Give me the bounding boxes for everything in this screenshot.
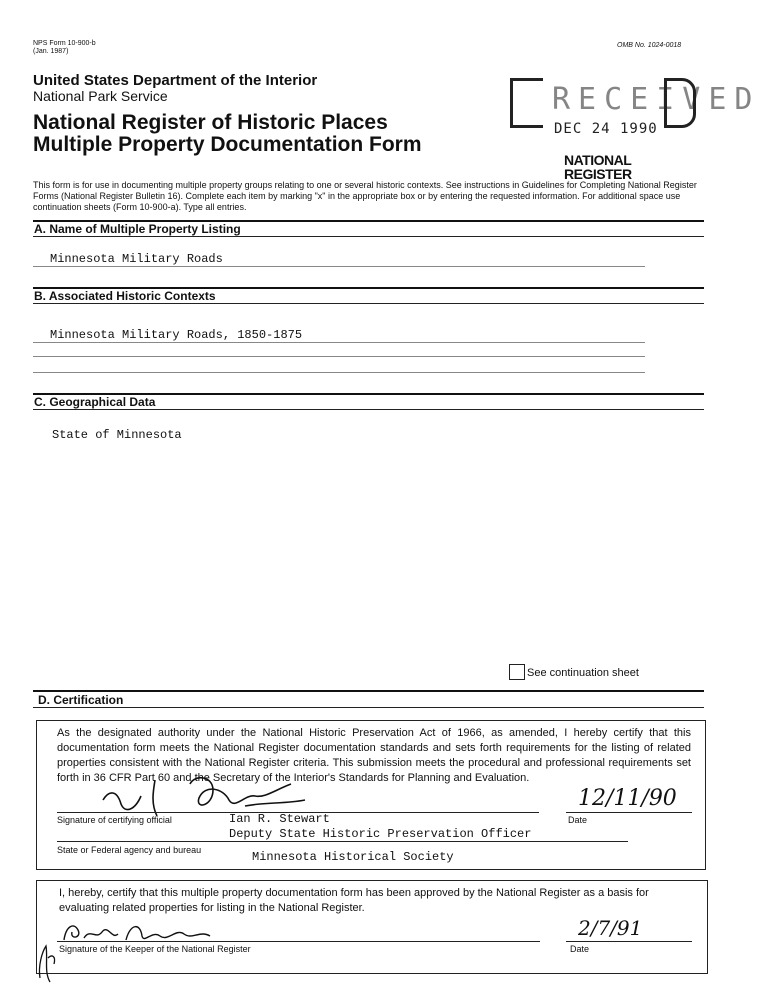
section-d-title: D. Certification xyxy=(38,693,124,707)
date-line xyxy=(566,812,692,813)
department-name: United States Department of the Interior xyxy=(33,72,318,89)
continuation-checkbox[interactable] xyxy=(509,664,525,680)
certification-signed-date: 12/11/90 xyxy=(578,786,677,811)
form-number: NPS Form 10-900-b xyxy=(33,40,96,47)
section-b-entry-line-3 xyxy=(33,372,645,373)
agency-line xyxy=(57,841,628,842)
section-b-bottom-rule xyxy=(33,303,704,304)
section-c-bottom-rule xyxy=(33,409,704,410)
property-listing-name: Minnesota Military Roads xyxy=(50,252,223,266)
geographical-data-value: State of Minnesota xyxy=(52,428,182,442)
section-d-top-rule xyxy=(33,690,704,692)
form-title-line2: Multiple Property Documentation Form xyxy=(33,133,422,156)
agency-label: State or Federal agency and bureau xyxy=(57,845,202,855)
historic-context-value: Minnesota Military Roads, 1850-1875 xyxy=(50,328,303,342)
continuation-label: See continuation sheet xyxy=(527,667,639,679)
omb-number: OMB No. 1024-0018 xyxy=(617,42,682,49)
keeper-label: Signature of the Keeper of the National Register xyxy=(59,944,251,954)
keeper-date-label: Date xyxy=(570,944,590,954)
stamp-office-line1: NATIONAL xyxy=(564,152,632,168)
section-b-entry-line-1 xyxy=(33,342,645,343)
agency-value: Minnesota Historical Society xyxy=(252,850,454,864)
form-date: (Jan. 1987) xyxy=(33,48,69,55)
section-c-title: C. Geographical Data xyxy=(34,395,156,409)
certification-text: As the designated authority under the National Historic Preservation Act of 1966, as amended, I hereby certify that this documentation form meets the National Register documentation standards and sets forth requirements for the listing of related properties consistent with the National Register criteria. This submission meets the procedural and professional requirements set forth in 36 CFR Part 60 and the Secretary of the Interior's Standards for Planning and Evaluation. xyxy=(57,727,691,784)
section-b-title: B. Associated Historic Contexts xyxy=(34,289,216,303)
margin-initials xyxy=(34,938,62,988)
section-d-bottom-rule xyxy=(33,707,704,708)
instructions-text: This form is for use in documenting multiple property groups relating to one or several historic contexts. See instructions in Guidelines for Completing National Register Forms (National Register Bulletin 16). Complete each item by marking "x" in the appropriate box or by entering the requested information. For additional space use continuation sheets (Form 10-900-a). Type all entries. xyxy=(33,180,697,212)
keeper-date-line xyxy=(566,941,692,942)
stamp-received-text: RECEIVED xyxy=(552,82,761,117)
keeper-signed-date: 2/7/91 xyxy=(578,916,643,940)
approval-text: I, hereby, certify that this multiple property documentation form has been approved by the National Register as a basis for evaluating related properties for listing in the National Register. xyxy=(59,887,649,914)
service-name: National Park Service xyxy=(33,88,168,104)
section-a-entry-line xyxy=(33,266,645,267)
signer-title: Deputy State Historic Preservation Officer xyxy=(229,827,532,841)
section-a-title: A. Name of Multiple Property Listing xyxy=(34,222,241,236)
signature-label: Signature of certifying official xyxy=(57,815,172,825)
signature-line xyxy=(57,812,539,813)
stamp-office-line2: REGISTER xyxy=(564,166,632,182)
section-b-entry-line-2 xyxy=(33,356,645,357)
keeper-signature-line xyxy=(57,941,540,942)
section-a-bottom-rule xyxy=(33,236,704,237)
date-label: Date xyxy=(568,815,588,825)
stamp-date: DEC 24 1990 xyxy=(554,121,658,137)
signer-name: Ian R. Stewart xyxy=(229,812,330,826)
form-title-line1: National Register of Historic Places xyxy=(33,111,388,134)
